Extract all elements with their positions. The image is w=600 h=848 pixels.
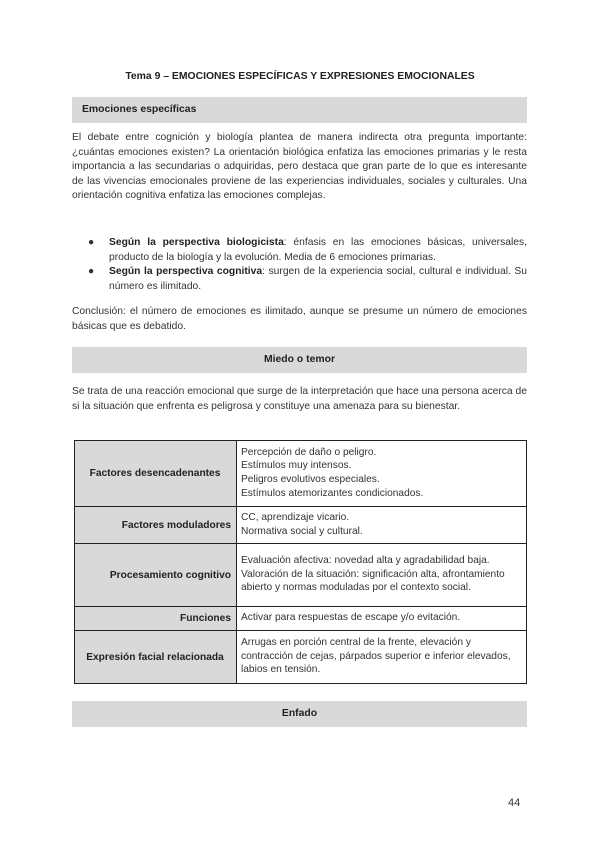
table-row-value [237,544,527,607]
bullet-icon: ● [88,266,95,277]
table-cell-line: Percepción de daño o peligro. [241,446,377,458]
table-cell-line: Valoración de la situación: significación alta, afrontamiento abierto y normas moduladas por el contexto social. [241,568,505,594]
page-number: 44 [508,797,521,809]
section-heading-emociones-especificas: Emociones específicas [72,97,527,123]
table-row [75,631,527,684]
bullet-text: : surgen de la experiencia social, cultural e individual. Su número es ilimitado. [109,266,527,292]
table-cell-line: Peligros evolutivos especiales. [241,474,380,485]
bullet-label: Según la perspectiva biologicista [109,237,284,248]
table-cell-line: Normativa social y cultural. [241,525,363,537]
table-cell-line: Estímulos atemorizantes condicionados. [241,487,424,499]
table-cell-line: Evaluación afectiva: novedad alta y agradabilidad baja. [241,555,490,567]
table-row-value [237,607,527,631]
page-title: Tema 9 – EMOCIONES ESPECÍFICAS Y EXPRESIONES EMOCIONALES [125,71,475,82]
table-row-label: Procesamiento cognitivo [75,544,237,607]
bullet-label: Según la perspectiva cognitiva [109,266,263,277]
section-heading-enfado: Enfado [72,701,527,727]
intro-paragraph: El debate entre cognición y biología plantea de manera indirecta otra pregunta importante: ¿cuántas emociones existen? La orientación biológica enfatiza las emociones primarias y le resta importancia a las secundarias o adquiridas, pero destaca que gran parte de lo que es interesante de las vivencias emocionales proviene de las experiencias individuales, sociales y culturales. Una orientación cognitiva enfatiza las emociones complejas. [72,132,527,201]
table-row-label: Factores desencadenantes [75,441,237,507]
list-item [72,265,527,294]
table-row-value [237,631,527,684]
table-row [75,544,527,607]
table-row-label: Factores moduladores [75,507,237,544]
table-row [75,607,527,631]
table-row [75,441,527,507]
table-row-value [237,441,527,507]
bullet-text: : énfasis en las emociones básicas, universales, producto de la biología y la evolución. Media de 6 emociones primarias. [109,237,527,263]
section-heading-miedo: Miedo o temor [72,347,527,373]
miedo-factors-table [74,440,527,684]
table-row-value [237,507,527,544]
list-item [72,236,527,265]
table-row-label: Expresión facial relacionada [75,631,237,684]
table-cell-line: Arrugas en porción central de la frente, elevación y contracción de cejas, párpados superior e inferior elevados, labios en tensión. [241,637,511,676]
bullet-icon: ● [88,237,95,248]
table-cell-line: Estímulos muy intensos. [241,460,352,472]
conclusion-paragraph: Conclusión: el número de emociones es ilimitado, aunque se presume un número de emociones básicas que es debatido. [72,306,527,332]
table-row-label: Funciones [75,607,237,631]
table-row [75,507,527,544]
table-cell-line: Activar para respuestas de escape y/o evitación. [241,612,461,624]
perspectives-list [72,236,527,294]
table-cell-line: CC, aprendizaje vicario. [241,511,350,523]
miedo-intro-paragraph: Se trata de una reacción emocional que surge de la interpretación que hace una persona acerca de si la situación que enfrenta es peligrosa y constituye una amenaza para su bienestar. [72,386,527,412]
